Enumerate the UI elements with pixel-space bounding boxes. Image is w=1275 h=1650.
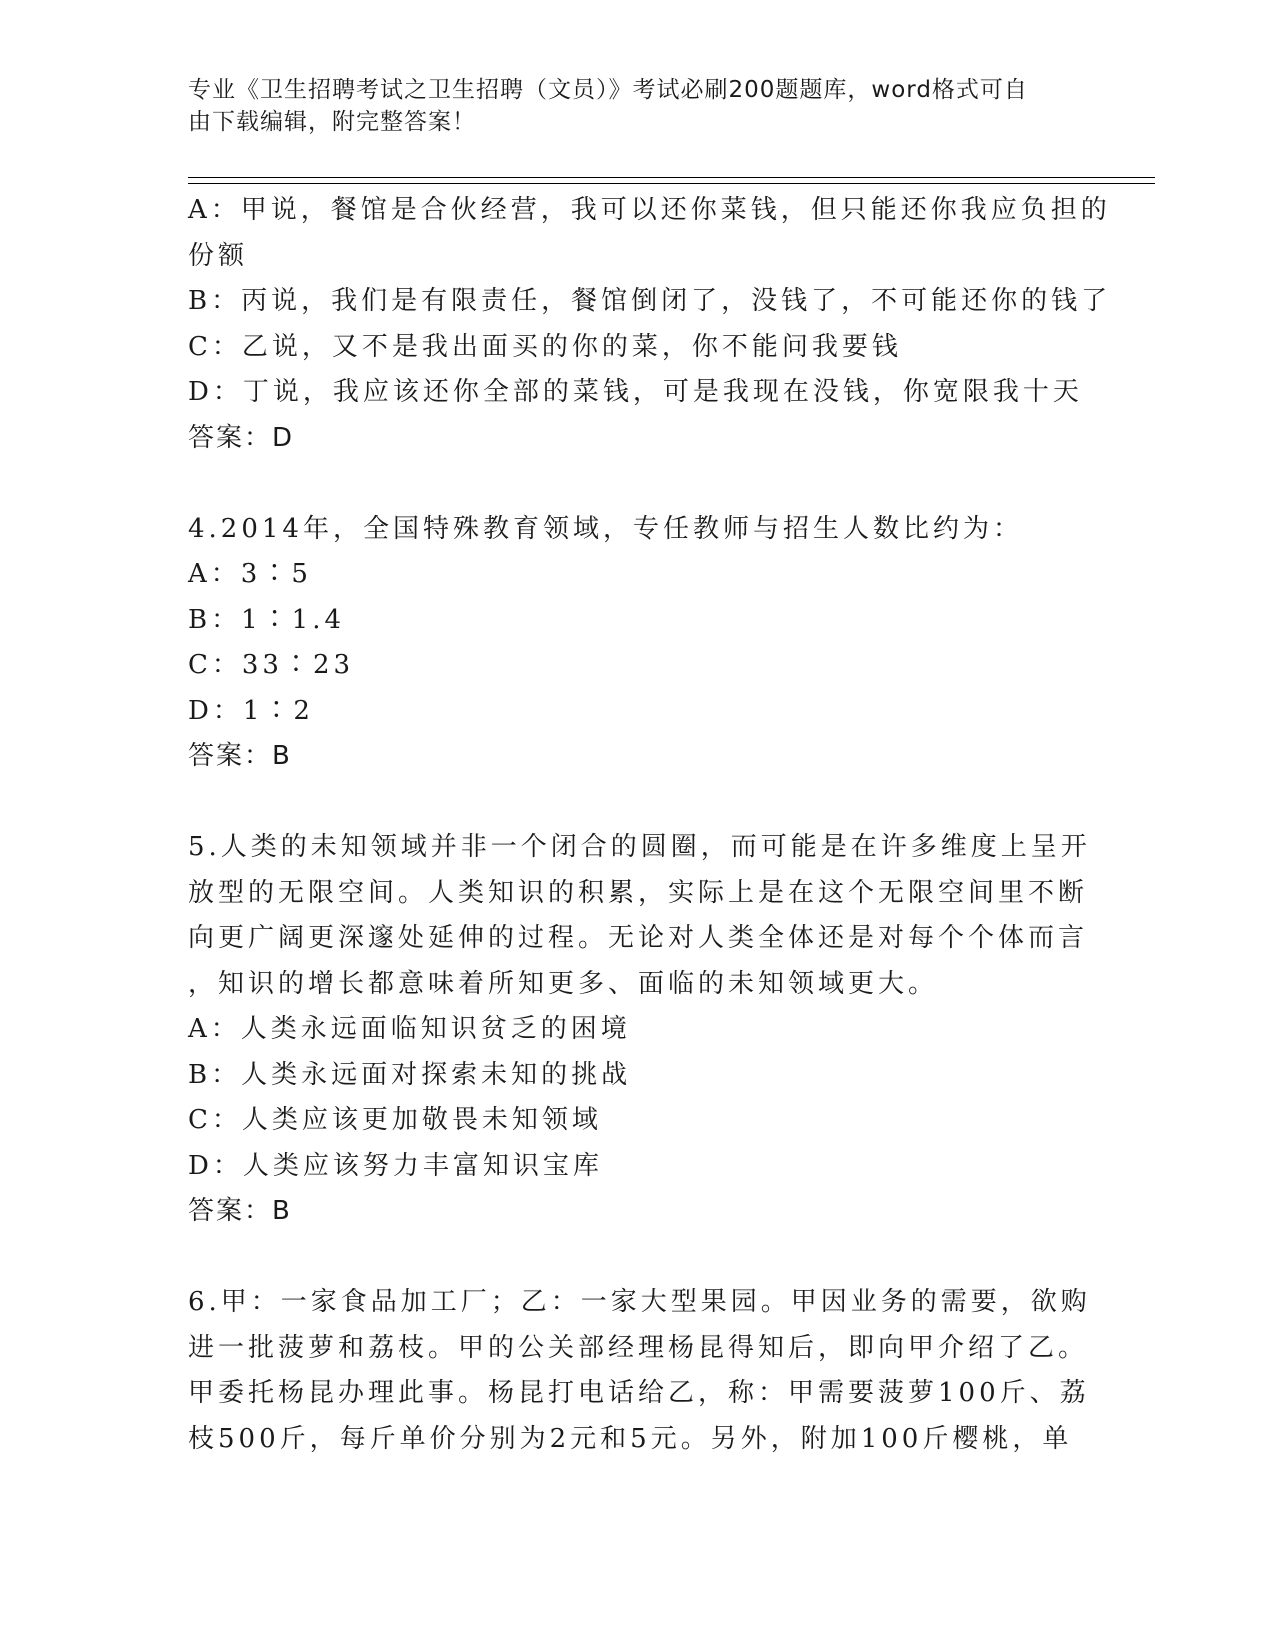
header-rule-top bbox=[188, 177, 1155, 178]
question-4 bbox=[188, 507, 1088, 780]
question-6-stem-line-1: 6.甲：一家食品加工厂；乙：一家大型果园。甲因业务的需要，欲购 bbox=[188, 1287, 1091, 1317]
question-5-option-d: D：人类应该努力丰富知识宝库 bbox=[188, 1150, 603, 1181]
question-5-stem-line-2: 放型的无限空间。人类知识的积累，实际上是在这个无限空间里不断 bbox=[188, 877, 1089, 908]
question-4-option-a: A：3∶5 bbox=[188, 559, 312, 589]
header-line-1: 专业《卫生招聘考试之卫生招聘（文员）》考试必刷200题题库，word格式可自 bbox=[188, 77, 1028, 103]
question-6-stem-line-2: 进一批菠萝和荔枝。甲的公关部经理杨昆得知后，即向甲介绍了乙。 bbox=[188, 1332, 1089, 1363]
question-5-stem-line-4: ，知识的增长都意味着所知更多、面临的未知领域更大。 bbox=[188, 968, 939, 999]
header-line-2: 由下载编辑，附完整答案！ bbox=[188, 109, 476, 135]
question-5 bbox=[188, 825, 1091, 1235]
question-3-answer: 答案：D bbox=[188, 422, 295, 453]
question-3-option-c: C：乙说，又不是我出面买的你的菜，你不能问我要钱 bbox=[188, 331, 902, 362]
document-header bbox=[188, 74, 1068, 138]
question-3-option-d: D：丁说，我应该还你全部的菜钱，可是我现在没钱，你宽限我十天 bbox=[188, 377, 1083, 407]
spacer bbox=[188, 780, 1088, 826]
question-4-option-b: B：1∶1.4 bbox=[188, 604, 345, 635]
question-5-stem-line-1: 5.人类的未知领域并非一个闭合的圆圈，而可能是在许多维度上呈开 bbox=[188, 832, 1091, 862]
question-5-option-b: B：人类永远面对探索未知的挑战 bbox=[188, 1059, 632, 1090]
question-5-stem-line-3: 向更广阔更深邃处延伸的过程。无论对人类全体还是对每个个体而言 bbox=[188, 923, 1089, 953]
question-3-option-b: B：丙说，我们是有限责任，餐馆倒闭了，没钱了，不可能还你的钱了 bbox=[188, 286, 1112, 316]
document-body bbox=[188, 188, 1112, 1462]
header-rule-bottom bbox=[188, 183, 1155, 184]
spacer bbox=[188, 1235, 1088, 1281]
question-4-answer: 答案：B bbox=[188, 741, 292, 771]
question-6 bbox=[188, 1280, 1091, 1462]
question-3 bbox=[188, 188, 1112, 461]
question-5-answer: 答案：B bbox=[188, 1196, 292, 1226]
question-4-stem: 4.2014年，全国特殊教育领域，专任教师与招生人数比约为： bbox=[188, 513, 1023, 544]
question-4-option-d: D：1∶2 bbox=[188, 695, 314, 726]
question-5-option-a: A：人类永远面临知识贫乏的困境 bbox=[188, 1014, 631, 1044]
question-3-option-a-cont: 份额 bbox=[188, 240, 249, 271]
question-4-option-c: C：33∶23 bbox=[188, 650, 355, 680]
spacer bbox=[188, 461, 1088, 507]
question-3-option-a: A：甲说，餐馆是合伙经营，我可以还你菜钱，但只能还你我应负担的 bbox=[188, 195, 1111, 225]
question-6-stem-line-4: 枝500斤，每斤单价分别为2元和5元。另外，附加100斤樱桃，单 bbox=[188, 1423, 1073, 1454]
question-5-option-c: C：人类应该更加敬畏未知领域 bbox=[188, 1105, 602, 1135]
question-6-stem-line-3: 甲委托杨昆办理此事。杨昆打电话给乙，称：甲需要菠萝100斤、荔 bbox=[188, 1378, 1090, 1408]
